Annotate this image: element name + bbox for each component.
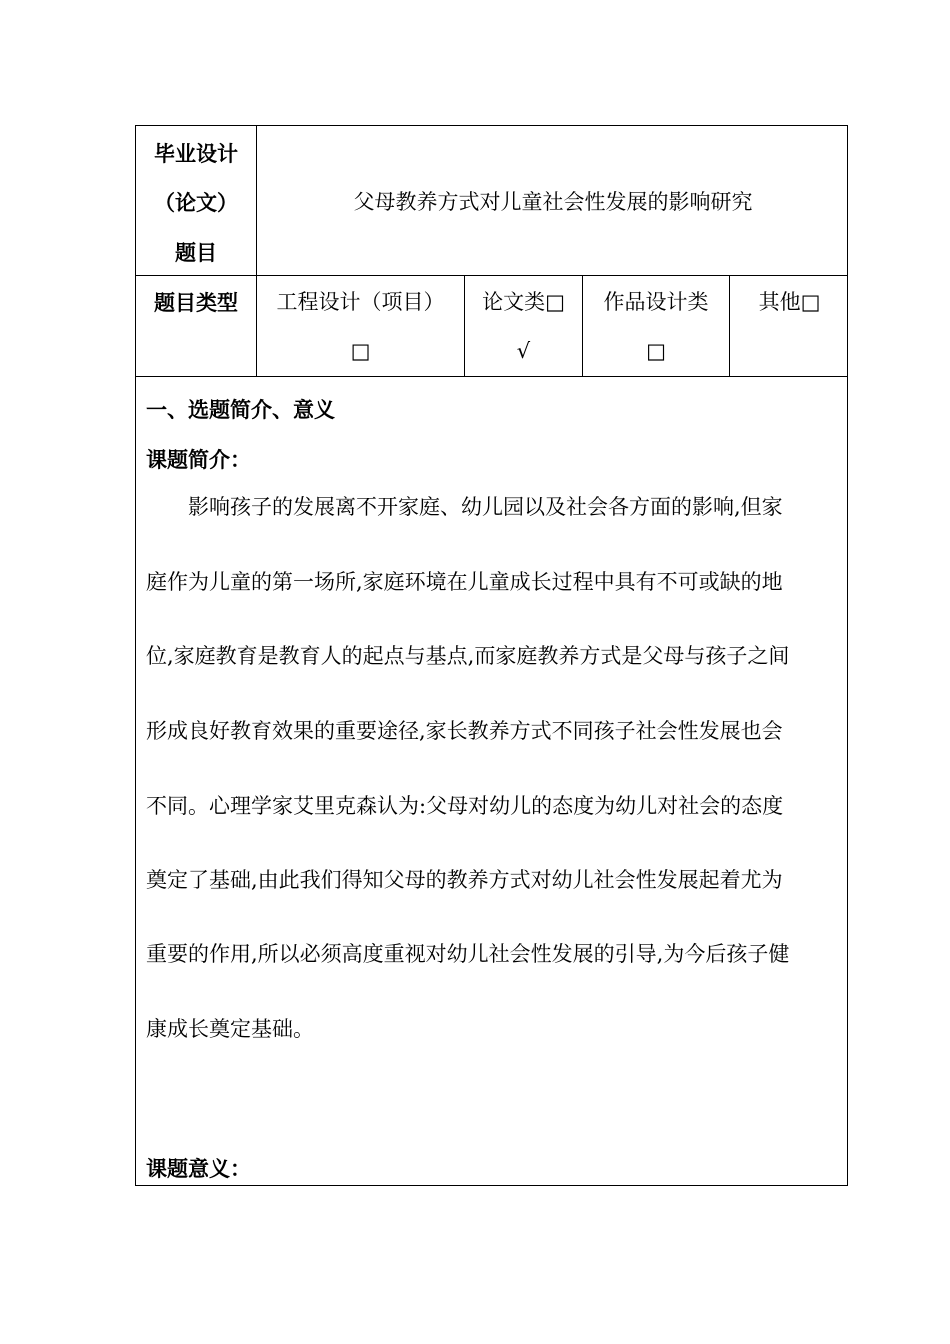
intro-line-7: 重要的作用,所以必须高度重视对幼儿社会性发展的引导,为今后孩子健 bbox=[146, 942, 790, 966]
title-label-line-3: 题目 bbox=[175, 240, 217, 265]
option-design-work-label: 作品设计类 bbox=[603, 290, 709, 314]
intro-line-5: 不同。心理学家艾里克森认为:父母对幼儿的态度为幼儿对社会的态度 bbox=[146, 794, 784, 818]
intro-line-2: 庭作为儿童的第一场所,家庭环境在儿童成长过程中具有不可或缺的地 bbox=[146, 570, 783, 594]
option-other-label[interactable]: 其他□ bbox=[758, 290, 821, 314]
section-heading: 一、选题简介、意义 bbox=[146, 397, 335, 422]
proposal-form-table bbox=[135, 125, 848, 1186]
option-thesis-checkmark[interactable]: √ bbox=[516, 339, 531, 363]
option-thesis-label: 论文类□ bbox=[482, 290, 565, 314]
title-label-line-2: （论文） bbox=[154, 190, 238, 215]
row-divider-title bbox=[136, 275, 847, 276]
title-label-line-1: 毕业设计 bbox=[154, 141, 238, 166]
row-divider-type bbox=[136, 376, 847, 377]
intro-line-1: 影响孩子的发展离不开家庭、幼儿园以及社会各方面的影响,但家 bbox=[188, 495, 783, 519]
intro-line-6: 奠定了基础,由此我们得知父母的教养方式对幼儿社会性发展起着尤为 bbox=[146, 868, 783, 892]
option-engineering-checkbox[interactable]: □ bbox=[350, 339, 371, 363]
intro-heading: 课题简介： bbox=[146, 447, 251, 472]
type-label: 题目类型 bbox=[154, 290, 238, 315]
option-engineering-label: 工程设计（项目） bbox=[276, 290, 445, 314]
meaning-heading: 课题意义： bbox=[146, 1156, 251, 1181]
col-divider-option-3 bbox=[729, 276, 730, 376]
intro-line-3: 位,家庭教育是教育人的起点与基点,而家庭教养方式是父母与孩子之间 bbox=[146, 644, 790, 668]
thesis-title: 父母教养方式对儿童社会性发展的影响研究 bbox=[353, 190, 753, 214]
intro-line-4: 形成良好教育效果的重要途径,家长教养方式不同孩子社会性发展也会 bbox=[146, 719, 783, 743]
col-divider-label bbox=[256, 126, 257, 376]
option-design-work-checkbox[interactable]: □ bbox=[646, 339, 666, 363]
intro-line-8: 康成长奠定基础。 bbox=[146, 1017, 314, 1041]
